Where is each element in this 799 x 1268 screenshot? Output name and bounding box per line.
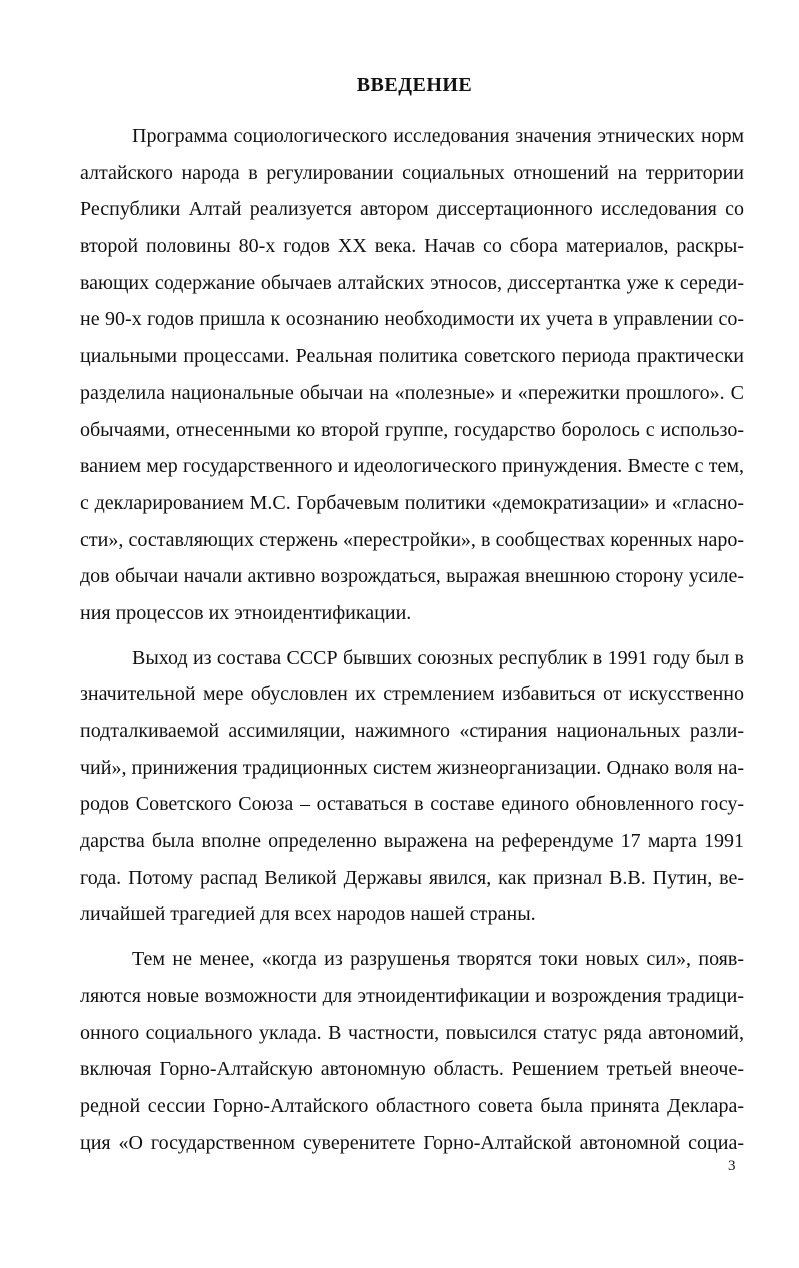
page-title: ВВЕДЕНИЕ xyxy=(356,74,473,96)
text-line: ния процессов их этноидентификации. xyxy=(80,601,412,624)
text-line: Республики Алтай реализуется автором диссертационного исследования со xyxy=(80,198,744,221)
text-line: онного социального уклада. В частности, повысился статус ряда автономий, xyxy=(80,1021,744,1044)
text-line: значительной мере обусловлен их стремлением избавиться от искусственно xyxy=(80,683,744,706)
text-line: личайшей трагедией для всех народов нашей страны. xyxy=(80,903,536,926)
text-line: обычаями, отнесенными ко второй группе, государство боролось с использо- xyxy=(80,418,744,441)
body-text xyxy=(80,118,744,1161)
text-line: чий», принижения традиционных систем жизнеорганизации. Однако воля на- xyxy=(80,756,744,779)
text-line: Программа социологического исследования значения этнических норм xyxy=(132,125,744,147)
text-line: с декларированием М.С. Горбачевым политики «демократизации» и «гласно- xyxy=(80,491,744,514)
text-line: дарства была вполне определенно выражена на референдуме 17 марта 1991 xyxy=(80,830,744,853)
page-number: 3 xyxy=(728,1158,736,1174)
text-line: подталкиваемой ассимиляции, нажимного «стирания национальных разли- xyxy=(80,720,744,742)
text-line: циальными процессами. Реальная политика советского периода практически xyxy=(80,345,744,368)
text-line: сти», составляющих стержень «перестройки», в сообществах коренных наро- xyxy=(80,528,744,551)
text-line: разделила национальные обычаи на «полезные» и «пережитки прошлого». С xyxy=(80,381,744,404)
text-line: Тем не менее, «когда из разрушенья творятся токи новых сил», появ- xyxy=(132,948,744,971)
text-line: не 90-х годов пришла к осознанию необходимости их учета в управлении со- xyxy=(80,308,744,331)
text-line: алтайского народа в регулировании социальных отношений на территории xyxy=(80,161,744,184)
paragraph-2 xyxy=(80,640,744,934)
text-line: дов обычаи начали активно возрождаться, выражая внешнюю сторону усиле- xyxy=(80,565,744,588)
text-line: включая Горно-Алтайскую автономную область. Решением третьей внеоче- xyxy=(80,1058,744,1081)
paragraph-3 xyxy=(80,941,744,1161)
text-line: ция «О государственном суверенитете Горно-Алтайской автономной социа- xyxy=(80,1131,744,1154)
text-line: Выход из состава СССР бывших союзных республик в 1991 году был в xyxy=(132,646,744,669)
paragraph-gap xyxy=(80,933,744,941)
text-line: вающих содержание обычаев алтайских этносов, диссертантка уже к середи- xyxy=(80,271,744,294)
text-line: ванием мер государственного и идеологического принуждения. Вместе с тем, xyxy=(80,455,744,478)
text-line: второй половины 80-х годов XX века. Начав со сбора материалов, раскры- xyxy=(80,235,744,258)
text-line: ляются новые возможности для этноидентификации и возрождения традици- xyxy=(80,984,744,1007)
paragraph-gap xyxy=(80,632,744,640)
text-line: года. Потому распад Великой Державы явился, как признал В.В. Путин, ве- xyxy=(80,866,744,889)
text-line: родов Советского Союза – оставаться в составе единого обновленного госу- xyxy=(80,793,744,816)
paragraph-1 xyxy=(80,118,744,632)
text-line: редной сессии Горно-Алтайского областного совета была принята Деклара- xyxy=(80,1094,744,1117)
